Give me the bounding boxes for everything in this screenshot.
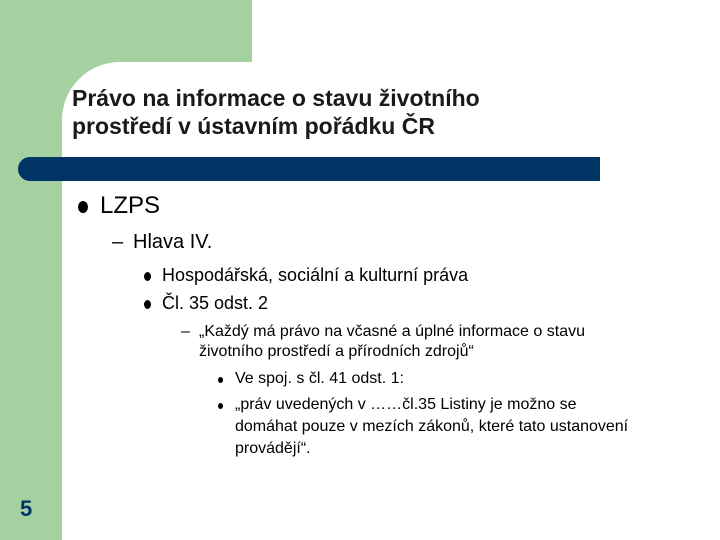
bullet-text: „práv uvedených v ……čl.35 Listiny je možno se domáhat pouze v mezích zákonů, které tato ustanovení provádějí“. [235, 396, 629, 457]
bullet-text: „Každý má právo na včasné a úplné informace o stavu životního prostředí a přírodních zdrojů“ [199, 323, 585, 360]
bullet-text: Hospodářská, sociální a kulturní práva [162, 265, 469, 285]
dash-icon: – [181, 323, 190, 340]
bullet-dot-icon [144, 272, 151, 281]
slide-title [72, 84, 480, 140]
bullet-dot-icon [78, 201, 88, 213]
bullet-text: LZPS [100, 192, 161, 219]
bullet-text: Ve spoj. s čl. 41 odst. 1: [235, 370, 404, 387]
bullet-dot-icon [218, 403, 223, 409]
slide-title-line-2: prostředí v ústavním pořádku ČR [72, 113, 435, 139]
title-divider-bar [18, 157, 600, 181]
bullet-text: Hlava IV. [133, 231, 213, 253]
dash-icon: – [112, 231, 124, 253]
bullet-text: Čl. 35 odst. 2 [162, 293, 269, 313]
slide-title-line-1: Právo na informace o stavu životního [72, 85, 480, 111]
bullet-dot-icon [144, 300, 151, 309]
bullet-dot-icon [218, 377, 223, 383]
slide-number: 5 [20, 496, 33, 521]
